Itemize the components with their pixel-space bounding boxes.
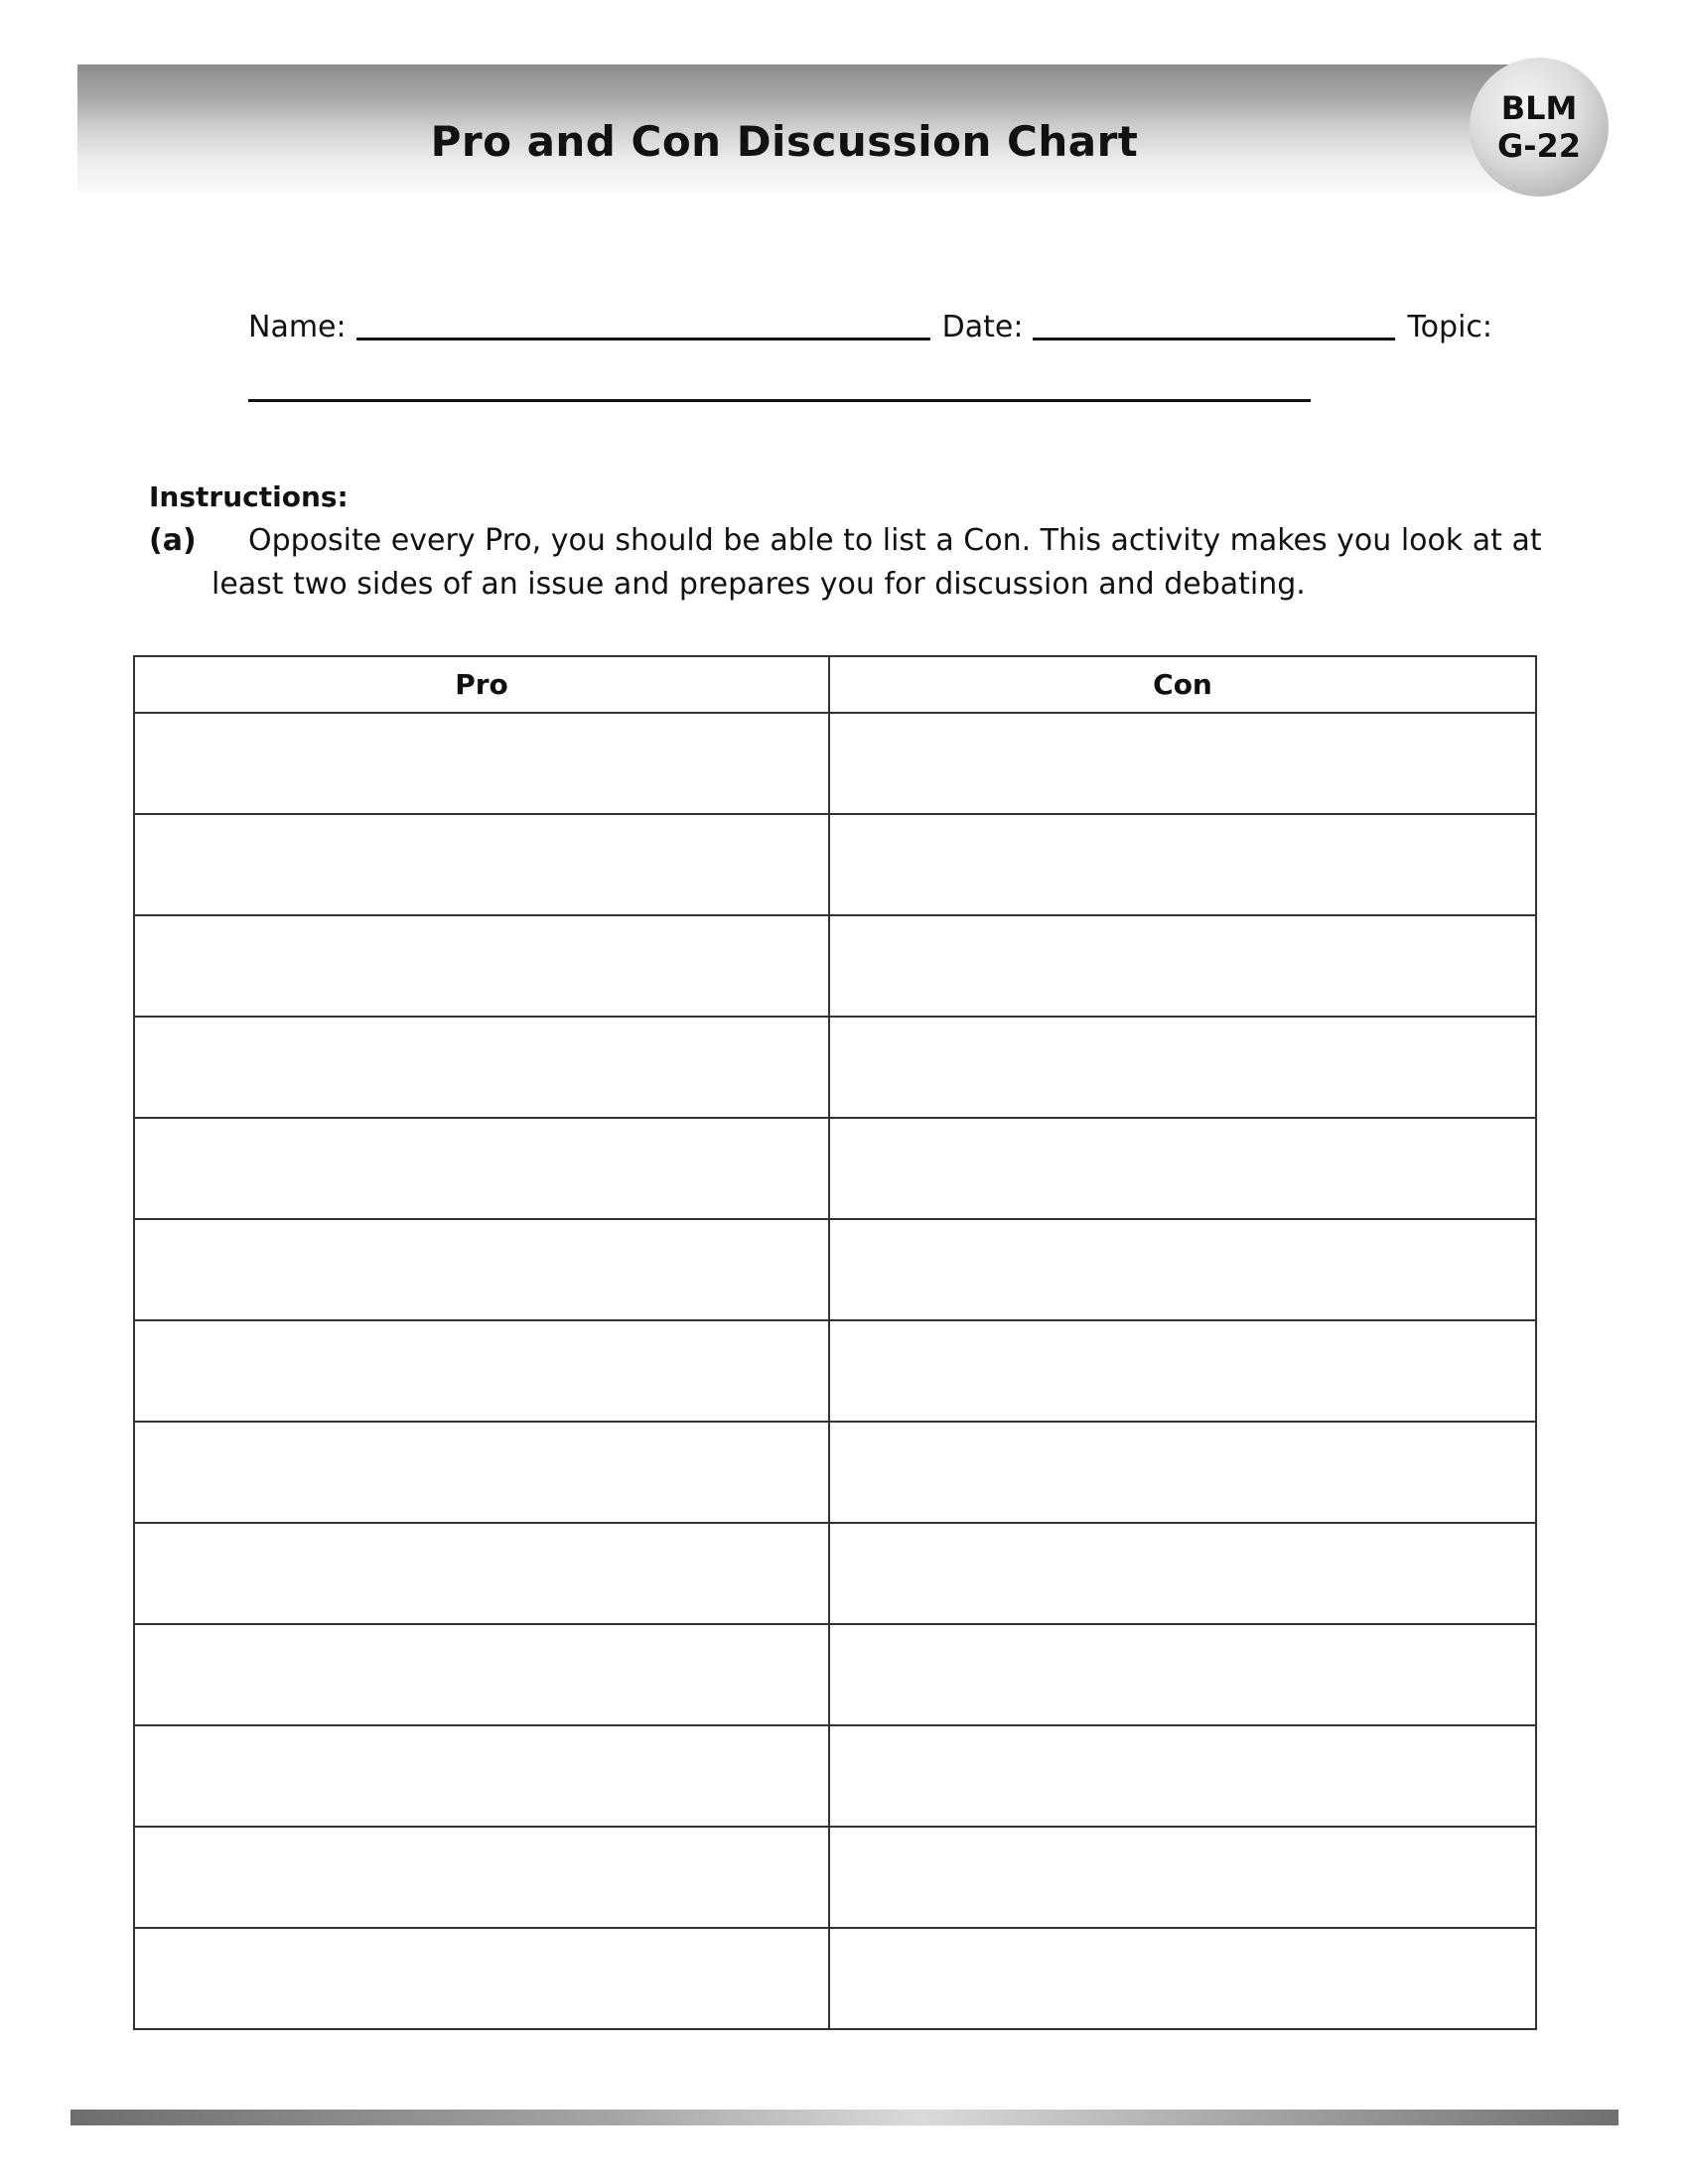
pro-cell[interactable]: [134, 1118, 829, 1219]
instruction-a: [149, 523, 1542, 558]
pro-cell[interactable]: [134, 1827, 829, 1928]
pro-cell[interactable]: [134, 1422, 829, 1523]
table-row: [134, 1624, 1536, 1725]
table-row: [134, 1827, 1536, 1928]
pro-cell[interactable]: [134, 814, 829, 915]
table-row: [134, 1219, 1536, 1320]
table-row: [134, 1118, 1536, 1219]
badge-line-2: G-22: [1496, 127, 1582, 165]
table-row: [134, 915, 1536, 1017]
pro-cell[interactable]: [134, 1219, 829, 1320]
table-row: [134, 1422, 1536, 1523]
table-row: [134, 1320, 1536, 1422]
name-label: Name:: [248, 310, 347, 344]
pro-cell[interactable]: [134, 1624, 829, 1725]
pro-con-table: [133, 655, 1537, 2030]
footer-bar: [70, 2110, 1618, 2125]
pro-cell[interactable]: [134, 713, 829, 814]
pro-cell[interactable]: [134, 1928, 829, 2029]
table-row: [134, 814, 1536, 915]
table-row: [134, 1928, 1536, 2029]
con-cell[interactable]: [829, 713, 1536, 814]
con-cell[interactable]: [829, 1320, 1536, 1422]
con-cell[interactable]: [829, 1624, 1536, 1725]
con-cell[interactable]: [829, 1118, 1536, 1219]
topic-label: Topic:: [1407, 310, 1492, 344]
con-cell[interactable]: [829, 814, 1536, 915]
pro-cell[interactable]: [134, 1523, 829, 1624]
table-row: [134, 1523, 1536, 1624]
con-cell[interactable]: [829, 1725, 1536, 1827]
instruction-text-2: least two sides of an issue and prepares you for discussion and debating.: [211, 567, 1306, 602]
date-field[interactable]: [1033, 308, 1395, 341]
table-row: [134, 1725, 1536, 1827]
pro-cell[interactable]: [134, 1725, 829, 1827]
globe-icon: [1470, 58, 1609, 197]
con-cell[interactable]: [829, 915, 1536, 1017]
con-cell[interactable]: [829, 1017, 1536, 1118]
date-label: Date:: [941, 310, 1024, 344]
con-cell[interactable]: [829, 1928, 1536, 2029]
badge-line-1: BLM: [1500, 89, 1578, 127]
pro-cell[interactable]: [134, 915, 829, 1017]
con-cell[interactable]: [829, 1219, 1536, 1320]
instructions-heading: Instructions:: [149, 480, 349, 513]
table-header-row: [134, 656, 1536, 713]
instruction-marker: (a): [149, 523, 197, 558]
pro-cell[interactable]: [134, 1320, 829, 1422]
topic-field[interactable]: [248, 399, 1311, 402]
con-cell[interactable]: [829, 1523, 1536, 1624]
pro-cell[interactable]: [134, 1017, 829, 1118]
con-cell[interactable]: [829, 1827, 1536, 1928]
column-header-con: Con: [829, 656, 1536, 713]
page-title: Pro and Con Discussion Chart: [430, 117, 1139, 166]
instruction-text-1: Opposite every Pro, you should be able to list a Con. This activity makes you look at at: [248, 523, 1542, 558]
table-row: [134, 1017, 1536, 1118]
table-row: [134, 713, 1536, 814]
con-cell[interactable]: [829, 1422, 1536, 1523]
name-field[interactable]: [356, 308, 930, 341]
column-header-pro: Pro: [134, 656, 829, 713]
student-info-line: [248, 308, 1492, 344]
